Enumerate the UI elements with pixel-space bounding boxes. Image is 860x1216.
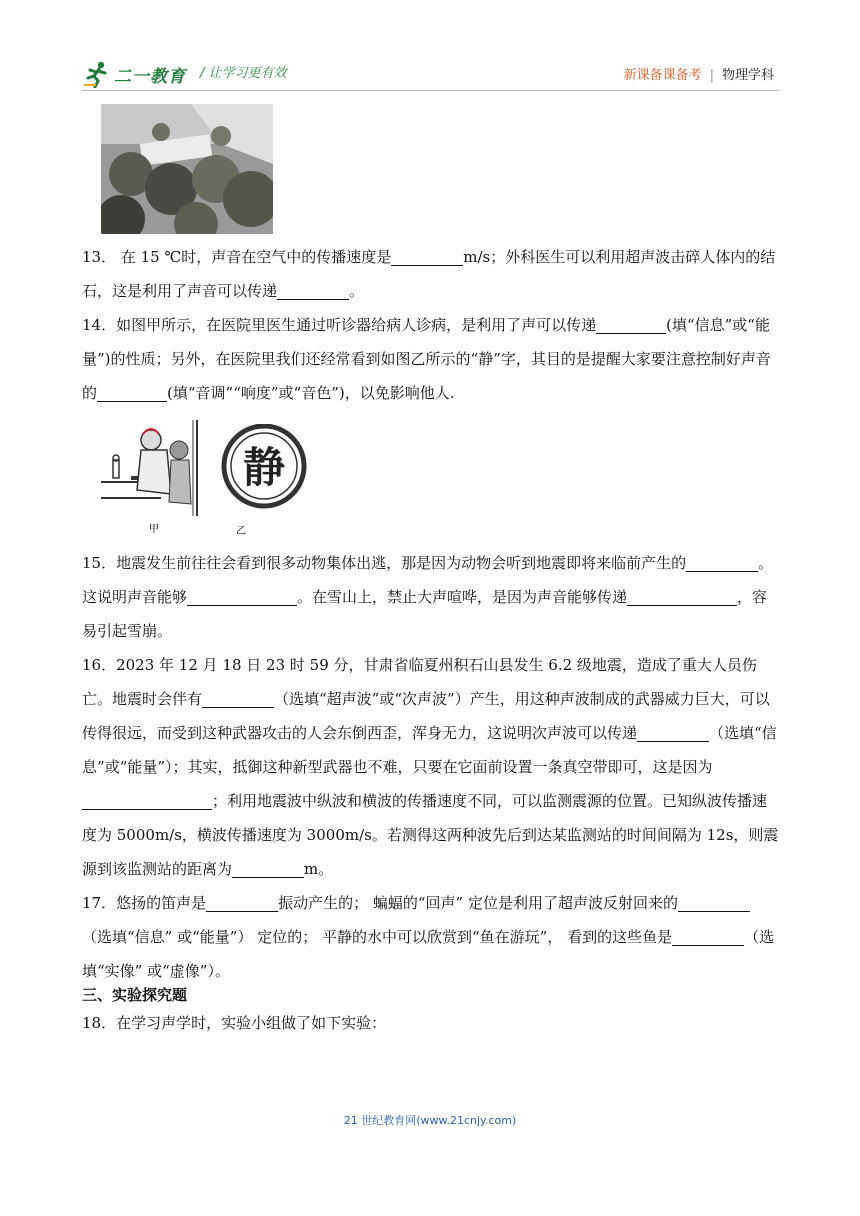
soldiers-photo — [101, 104, 273, 234]
answer-blank — [202, 689, 274, 708]
header-separator: | — [709, 68, 714, 83]
slogan: / 让学习更有效 — [200, 66, 287, 81]
question-15: 15．地震发生前往往会看到很多动物集体出逃，那是因为动物会听到地震即将来临前产生的 。这说明声音能够 。在雪山上，禁止大声喧哗，是因为声音能够传递 ，容易引起雪崩。 — [82, 554, 774, 640]
question-13: 13． 在 15 ℃时，声音在空气中的传播速度是 m/s；外科医生可以利用超声波击碎人体内的结石，这是利用了声音可以传递 。 — [82, 248, 776, 300]
logo — [82, 60, 186, 88]
answer-blank — [97, 383, 167, 402]
header-divider — [82, 90, 779, 91]
answer-blank — [627, 587, 737, 606]
answer-blank — [686, 553, 758, 572]
answer-blank — [206, 893, 278, 912]
answer-blank — [277, 281, 349, 300]
question-16: 16．2023 年 12 月 18 日 23 时 59 分，甘肃省临夏州积石山县发生 6.2 级地震，造成了重大人员伤亡。地震时会伴有 （选填“超声波”或“次声波”）产生，用这种声波制成的武器威力巨大，可以传得很远，而受到这种武器攻击的人会东倒西歪，浑身无力，这说明次声波可以传递 （选填“信息”或“能量”）；其实，抵御这种新型武器也不难，只要在它面前设置一条真空带即可，这是因为；利用地震波中纵波和横波的传播速度不同，可以监测震源的位置。已知纵波传播速度为 5000m/s，横波传播速度为 3000m/s。若测得这两种波先后到达某监测站的时间间隔为 12s，则震源到该监测站的距离为 m。 — [82, 656, 779, 878]
question-17: 17．悠扬的笛声是 振动产生的； 蝙蝠的“回声” 定位是利用了超声波反射回来的（选填“信息” 或“能量”） 定位的； 平静的水中可以欣赏到“鱼在游玩”， 看到的这些鱼是 （选填“实像” 或“虚像”）。 — [82, 894, 775, 980]
logo-text: 二一教育 — [114, 66, 186, 87]
question-14: 14．如图甲所示，在医院里医生通过听诊器给病人诊病，是利用了声可以传递 (填“信息”或“能量”)的性质；另外，在医院里我们还经常看到如图乙所示的“静”字，其目的是提醒大家要注意控制好声音的 (填“音调”“响度”或“音色”)，以免影响他人. — [82, 316, 771, 402]
question-18: 18．在学习声学时，实验小组做了如下实验： — [82, 1014, 387, 1032]
answer-blank — [187, 587, 297, 606]
section-heading: 三、实验探究题 — [82, 986, 188, 1004]
figure-label-jia: 甲 — [149, 524, 159, 535]
header-course-label: 新课备课备考 — [623, 68, 702, 83]
answer-blank — [672, 927, 744, 946]
answer-blank — [391, 247, 463, 266]
page-footer: 21 世纪教育网(www.21cnjy.com) — [343, 1114, 517, 1127]
answer-blank — [637, 723, 709, 742]
header-subject: 物理学科 — [721, 68, 774, 83]
answer-blank — [82, 791, 212, 810]
quiet-sign-figure — [218, 424, 310, 536]
stethoscope-figure — [101, 420, 201, 536]
quiet-character: 静 — [242, 443, 286, 492]
answer-blank — [678, 893, 750, 912]
page-header — [82, 54, 782, 90]
answer-blank — [232, 859, 304, 878]
figure-label-yi: 乙 — [236, 526, 246, 536]
answer-blank — [596, 315, 666, 334]
runner-icon — [82, 60, 112, 88]
header-right — [624, 64, 774, 83]
